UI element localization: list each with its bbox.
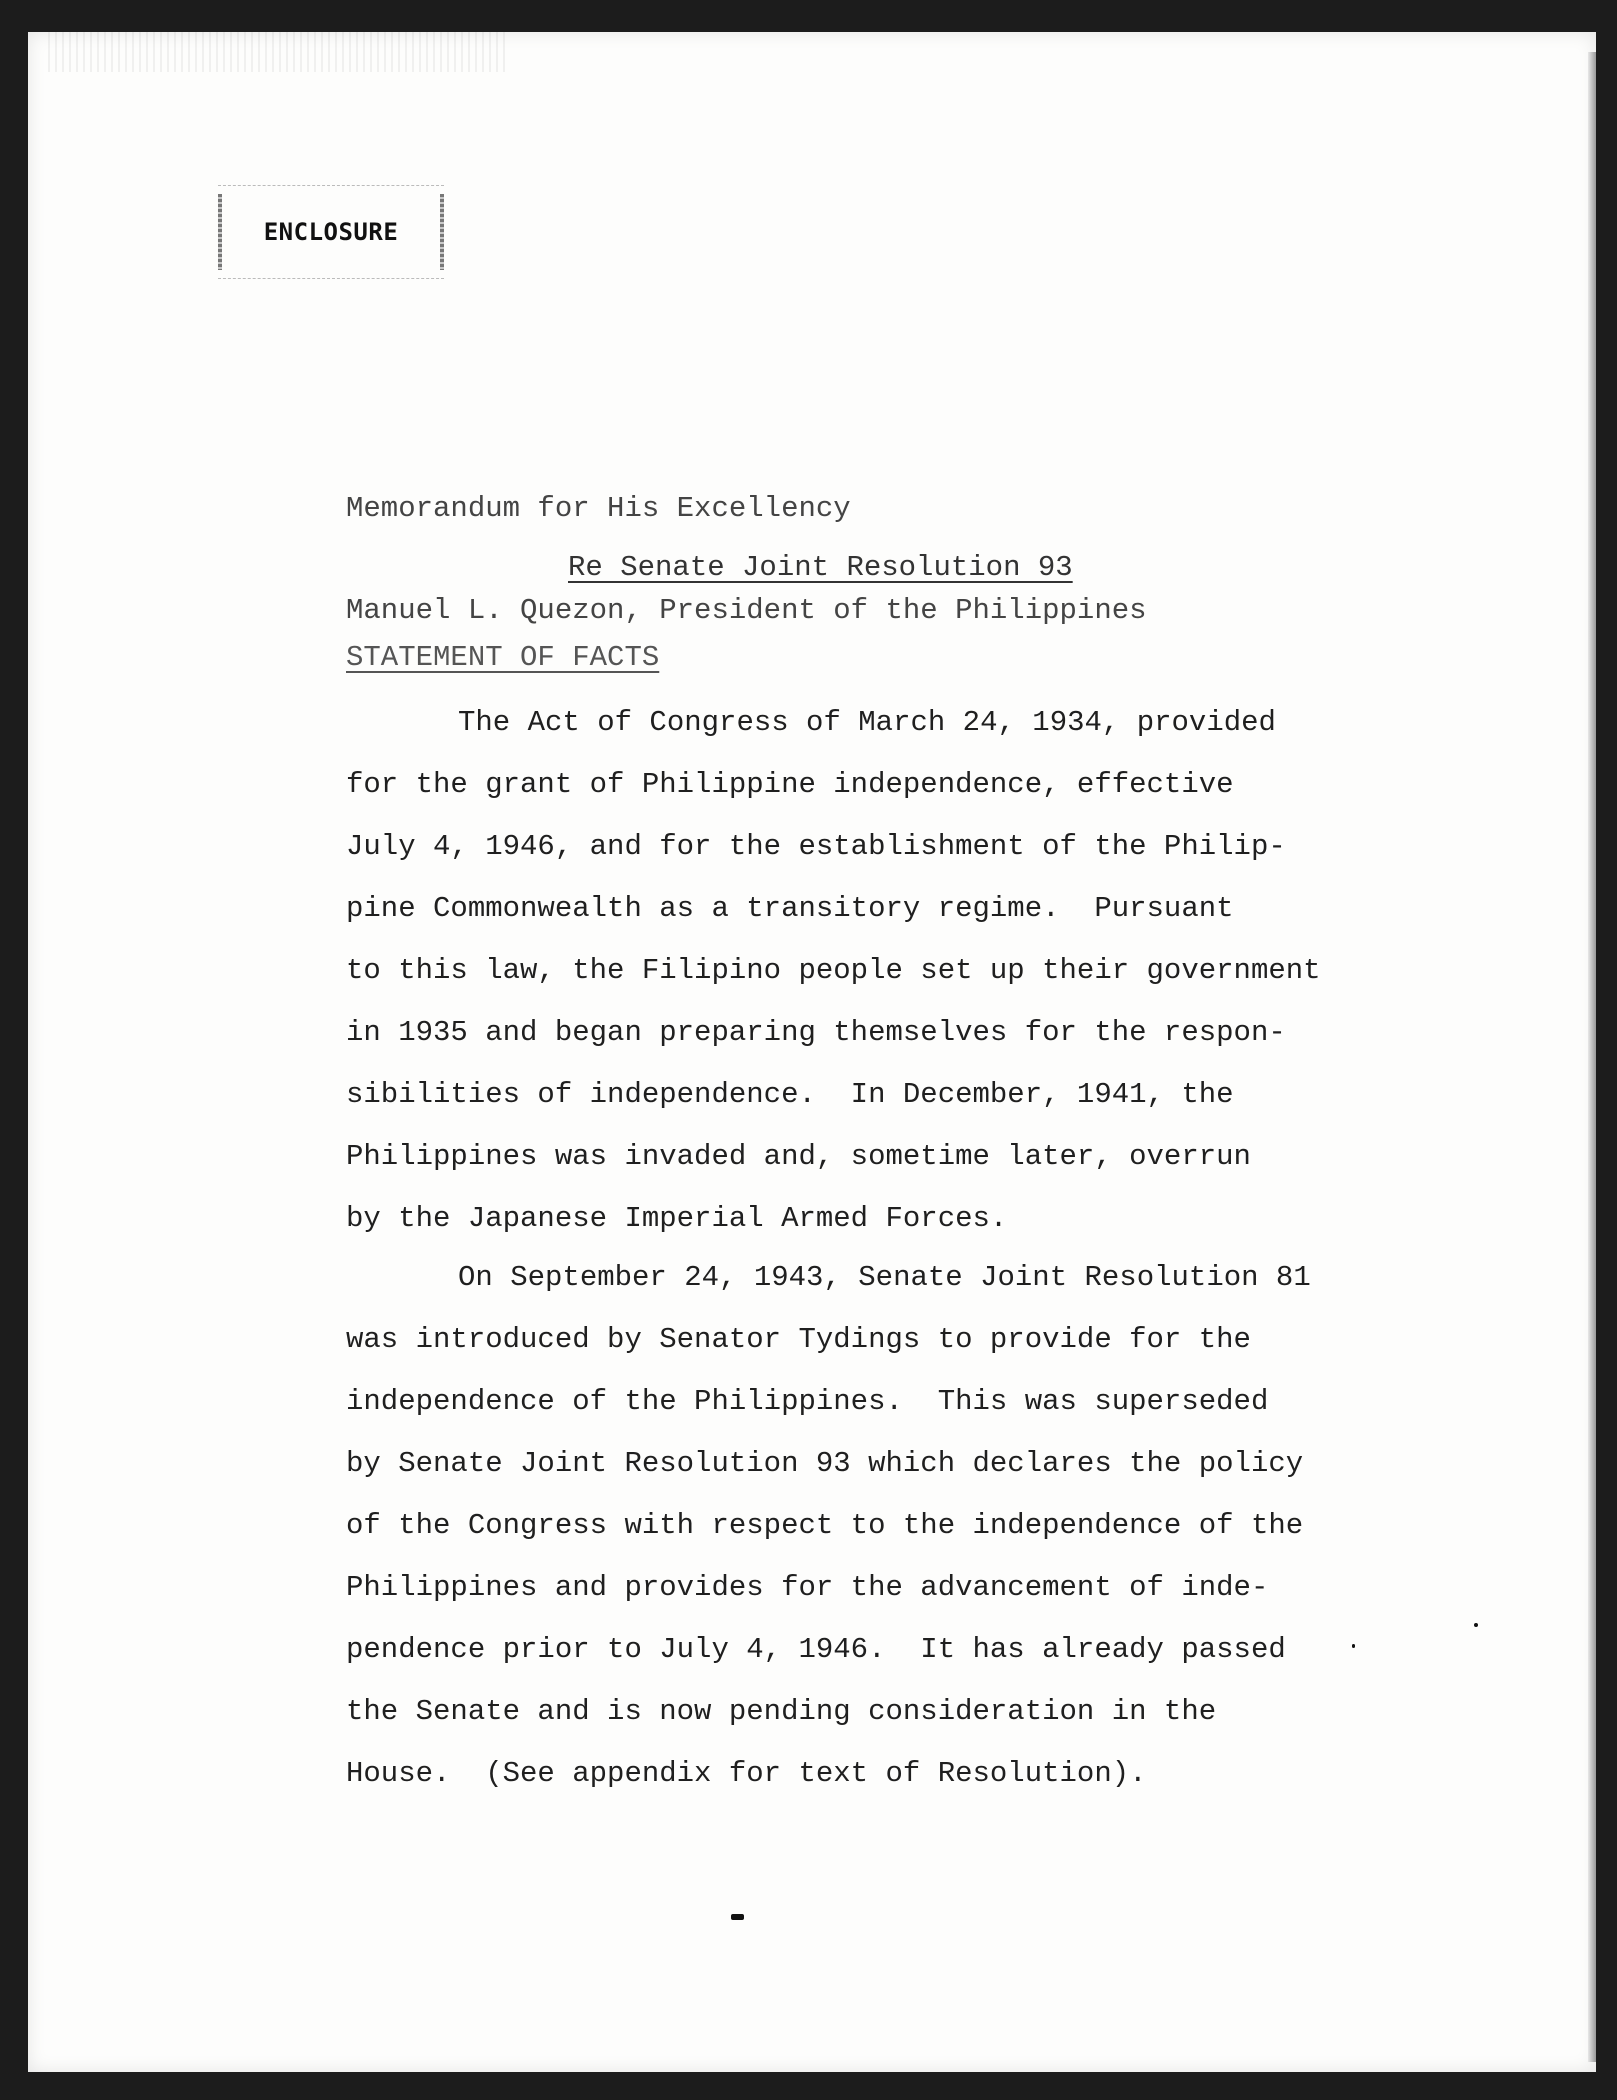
paragraph-line: by the Japanese Imperial Armed Forces. xyxy=(346,1202,1008,1235)
address-line-1: Memorandum for His Excellency xyxy=(346,492,851,525)
paragraph-line: pine Commonwealth as a transitory regime. Pursuant xyxy=(346,892,1234,925)
subject-line: Re Senate Joint Resolution 93 xyxy=(568,551,1073,584)
paragraph-1 xyxy=(346,692,1321,1250)
paragraph-line: sibilities of independence. In December, 1941, the xyxy=(346,1078,1234,1111)
paragraph-line: July 4, 1946, and for the establishment of the Philip- xyxy=(346,830,1286,863)
paragraph-line: was introduced by Senator Tydings to provide for the xyxy=(346,1323,1251,1356)
ink-speck xyxy=(731,1914,744,1920)
paragraph-line: by Senate Joint Resolution 93 which declares the policy xyxy=(346,1447,1304,1480)
paragraph-line: Philippines and provides for the advancement of inde- xyxy=(346,1571,1269,1604)
ink-speck xyxy=(1352,1644,1355,1648)
paragraph-line: independence of the Philippines. This was superseded xyxy=(346,1385,1269,1418)
stamp-left-mark xyxy=(218,194,222,270)
paragraph-2 xyxy=(346,1247,1311,1805)
section-heading: STATEMENT OF FACTS xyxy=(346,641,660,674)
scan-noise xyxy=(48,32,508,72)
address-line-2: Manuel L. Quezon, President of the Philippines xyxy=(346,594,1147,627)
paragraph-line: the Senate and is now pending consideration in the xyxy=(346,1695,1217,1728)
stamp-right-mark xyxy=(440,194,444,270)
page-edge-shadow xyxy=(1588,52,1596,2062)
paragraph-line: of the Congress with respect to the independence of the xyxy=(346,1509,1304,1542)
address-block xyxy=(346,424,1147,662)
paragraph-line: for the grant of Philippine independence, effective xyxy=(346,768,1234,801)
paragraph-line: in 1935 and began preparing themselves for the respon- xyxy=(346,1016,1286,1049)
paragraph-line: House. (See appendix for text of Resolution). xyxy=(346,1757,1147,1790)
paragraph-line: to this law, the Filipino people set up their government xyxy=(346,954,1321,987)
paragraph-line: On September 24, 1943, Senate Joint Resolution 81 xyxy=(458,1261,1311,1294)
paragraph-line: pendence prior to July 4, 1946. It has already passed xyxy=(346,1633,1286,1666)
paragraph-line: The Act of Congress of March 24, 1934, provided xyxy=(458,706,1276,739)
stamp-label: ENCLOSURE xyxy=(263,218,399,246)
paragraph-line: Philippines was invaded and, sometime later, overrun xyxy=(346,1140,1251,1173)
enclosure-stamp xyxy=(218,185,444,279)
ink-speck xyxy=(1474,1623,1478,1627)
